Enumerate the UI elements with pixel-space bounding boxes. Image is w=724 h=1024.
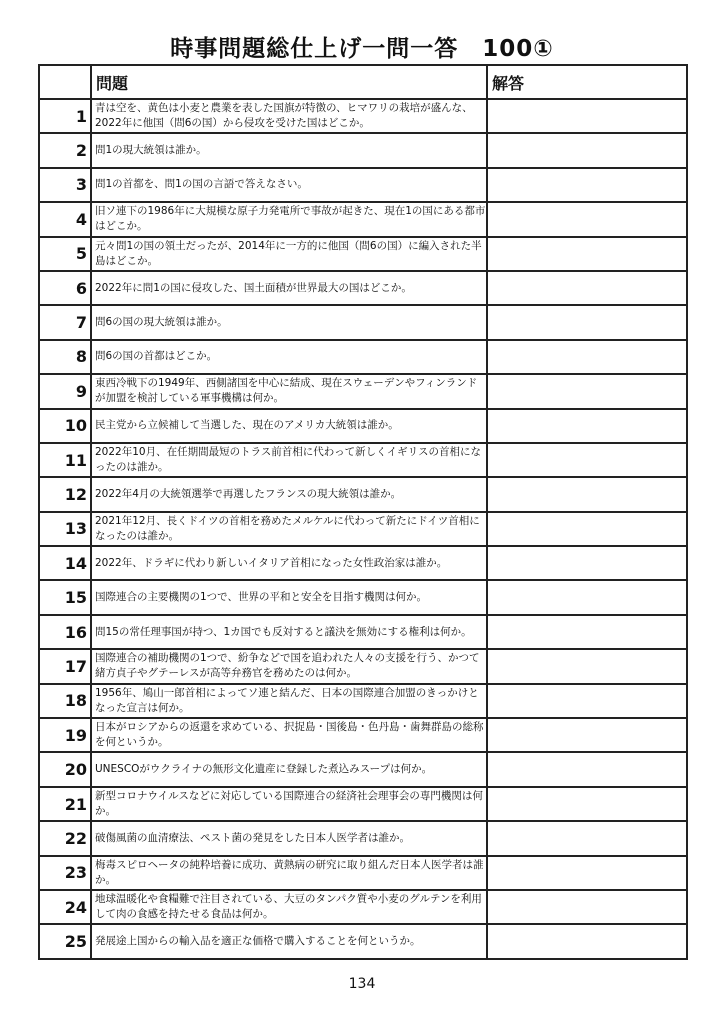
answer-cell[interactable] [487,374,687,408]
question-text: 問6の国の現大統領は誰か。 [91,305,487,339]
question-number: 11 [39,443,91,477]
question-number: 15 [39,580,91,614]
table-row [39,718,687,752]
question-table [38,64,688,960]
question-text: 2021年12月、長くドイツの首相を務めたメルケルに代わって新たにドイツ首相になったのは誰か。 [91,512,487,546]
table-row [39,856,687,890]
question-text: 東西冷戦下の1949年、西側諸国を中心に結成、現在スウェーデンやフィンランドが加盟を検討している軍事機構は何か。 [91,374,487,408]
question-number: 16 [39,615,91,649]
table-row [39,649,687,683]
table-row [39,202,687,236]
answer-cell[interactable] [487,821,687,855]
table-row [39,752,687,786]
question-number: 7 [39,305,91,339]
answer-cell[interactable] [487,409,687,443]
question-number: 25 [39,924,91,958]
question-number: 23 [39,856,91,890]
question-number: 8 [39,340,91,374]
question-text: 2022年、ドラギに代わり新しいイタリア首相になった女性政治家は誰か。 [91,546,487,580]
answer-cell[interactable] [487,546,687,580]
answer-cell[interactable] [487,684,687,718]
question-number: 10 [39,409,91,443]
table-row [39,821,687,855]
question-text: 日本がロシアからの返還を求めている、択捉島・国後島・色丹島・歯舞群島の総称を何というか。 [91,718,487,752]
answer-cell[interactable] [487,305,687,339]
question-text: 発展途上国からの輸入品を適正な価格で購入することを何というか。 [91,924,487,958]
answer-cell[interactable] [487,133,687,167]
question-text: 地球温暖化や食糧難で注目されている、大豆のタンパク質や小麦のグルテンを利用して肉の食感を持たせる食品は何か。 [91,890,487,924]
question-number: 18 [39,684,91,718]
table-row [39,237,687,271]
question-text: 青は空を、黄色は小麦と農業を表した国旗が特徴の、ヒマワリの栽培が盛んな、2022年に他国（問6の国）から侵攻を受けた国はどこか。 [91,99,487,133]
answer-cell[interactable] [487,580,687,614]
table-row [39,340,687,374]
answer-cell[interactable] [487,924,687,958]
header-question: 問題 [91,65,487,99]
question-text: 問15の常任理事国が持つ、1カ国でも反対すると議決を無効にする権利は何か。 [91,615,487,649]
table-row [39,684,687,718]
answer-cell[interactable] [487,752,687,786]
answer-cell[interactable] [487,340,687,374]
question-number: 4 [39,202,91,236]
table-row [39,133,687,167]
question-text: 民主党から立候補して当選した、現在のアメリカ大統領は誰か。 [91,409,487,443]
answer-cell[interactable] [487,202,687,236]
table-row [39,787,687,821]
question-text: 2022年10月、在任期間最短のトラス前首相に代わって新しくイギリスの首相になったのは誰か。 [91,443,487,477]
table-row [39,615,687,649]
question-text: 2022年4月の大統領選挙で再選したフランスの現大統領は誰か。 [91,477,487,511]
question-text: UNESCOがウクライナの無形文化遺産に登録した煮込みスープは何か。 [91,752,487,786]
table-row [39,580,687,614]
question-number: 9 [39,374,91,408]
answer-cell[interactable] [487,271,687,305]
answer-cell[interactable] [487,168,687,202]
question-number: 24 [39,890,91,924]
question-text: 国際連合の主要機関の1つで、世界の平和と安全を目指す機関は何か。 [91,580,487,614]
header-number [39,65,91,99]
table-header-row [39,65,687,99]
question-text: 2022年に問1の国に侵攻した、国土面積が世界最大の国はどこか。 [91,271,487,305]
question-text: 破傷風菌の血清療法、ペスト菌の発見をした日本人医学者は誰か。 [91,821,487,855]
question-text: 国際連合の補助機関の1つで、紛争などで国を追われた人々の支援を行う、かつて緒方貞子やグテーレスが高等弁務官を務めたのは何か。 [91,649,487,683]
question-number: 5 [39,237,91,271]
question-number: 21 [39,787,91,821]
table-row [39,477,687,511]
question-text: 1956年、鳩山一郎首相によってソ連と結んだ、日本の国際連合加盟のきっかけとなった宣言は何か。 [91,684,487,718]
table-row [39,890,687,924]
table-row [39,168,687,202]
question-text: 元々問1の国の領土だったが、2014年に一方的に他国（問6の国）に編入された半島はどこか。 [91,237,487,271]
table-row [39,305,687,339]
question-number: 1 [39,99,91,133]
table-row [39,99,687,133]
answer-cell[interactable] [487,443,687,477]
answer-cell[interactable] [487,649,687,683]
page-title: 時事問題総仕上げ一問一答 100① [170,36,554,62]
question-number: 22 [39,821,91,855]
table-row [39,924,687,958]
table-row [39,271,687,305]
answer-cell[interactable] [487,99,687,133]
question-text: 問1の首都を、問1の国の言語で答えなさい。 [91,168,487,202]
table-row [39,374,687,408]
question-number: 12 [39,477,91,511]
answer-cell[interactable] [487,237,687,271]
question-text: 旧ソ連下の1986年に大規模な原子力発電所で事故が起きた、現在1の国にある都市はどこか。 [91,202,487,236]
table-row [39,546,687,580]
question-number: 13 [39,512,91,546]
question-number: 19 [39,718,91,752]
answer-cell[interactable] [487,477,687,511]
question-text: 問6の国の首都はどこか。 [91,340,487,374]
answer-cell[interactable] [487,787,687,821]
answer-cell[interactable] [487,718,687,752]
question-text: 問1の現大統領は誰か。 [91,133,487,167]
answer-cell[interactable] [487,512,687,546]
question-number: 2 [39,133,91,167]
question-text: 新型コロナウイルスなどに対応している国際連合の経済社会理事会の専門機関は何か。 [91,787,487,821]
table-row [39,409,687,443]
page-number: 134 [348,976,376,992]
question-text: 梅毒スピロヘータの純粋培養に成功、黄熱病の研究に取り組んだ日本人医学者は誰か。 [91,856,487,890]
question-number: 20 [39,752,91,786]
question-number: 14 [39,546,91,580]
table-row [39,443,687,477]
table-row [39,512,687,546]
question-number: 17 [39,649,91,683]
answer-cell[interactable] [487,856,687,890]
answer-cell[interactable] [487,890,687,924]
answer-cell[interactable] [487,615,687,649]
question-number: 6 [39,271,91,305]
header-answer: 解答 [487,65,687,99]
question-number: 3 [39,168,91,202]
